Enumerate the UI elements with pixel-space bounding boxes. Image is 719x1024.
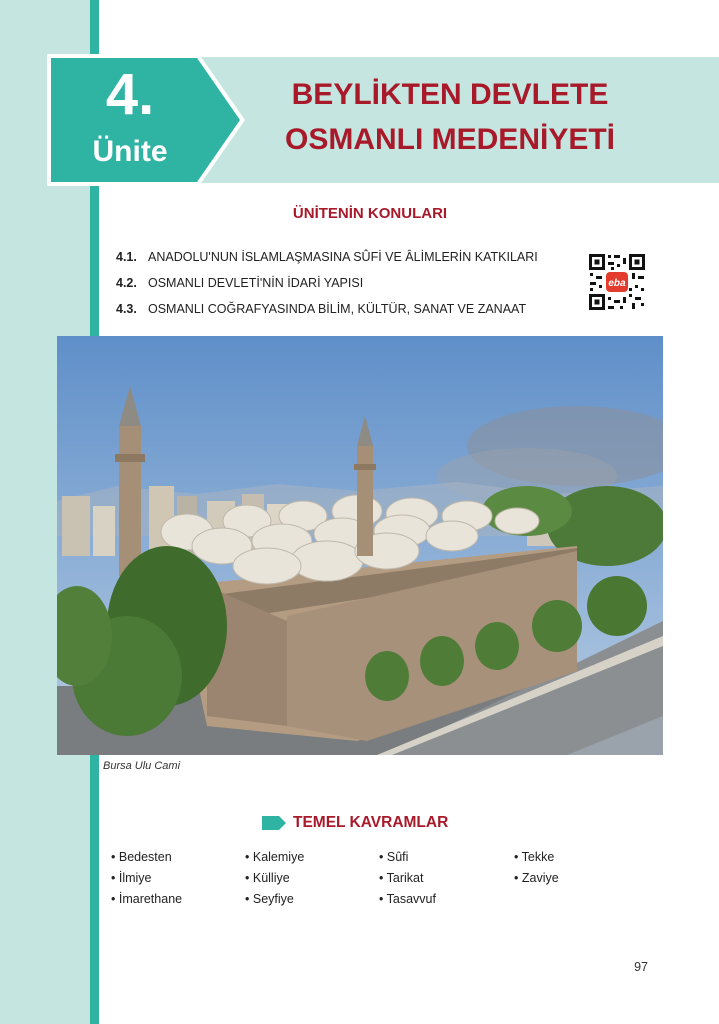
- concept-item: • Sûfi: [379, 850, 409, 864]
- concept-item: • İlmiye: [111, 871, 152, 885]
- topic-item: [116, 302, 526, 316]
- concept-text: Seyfiye: [252, 892, 294, 906]
- mosque-photo: [57, 336, 663, 755]
- concepts-heading-text: TEMEL KAVRAMLAR: [293, 814, 449, 831]
- concept-text: Bedesten: [118, 850, 172, 864]
- topic-text: ANADOLU'NUN İSLAMLAŞMASINA SÛFİ VE ÂLİMLERİN KATKILARI: [148, 250, 538, 264]
- concept-item: • Külliye: [245, 871, 290, 885]
- concept-text: Tekke: [521, 850, 555, 864]
- unit-title-line-1: BEYLİKTEN DEVLETE: [291, 78, 609, 111]
- arrow-tag-icon: [262, 816, 286, 830]
- concept-text: Kalemiye: [252, 850, 305, 864]
- concept-item: • Zaviye: [514, 871, 559, 885]
- concept-text: Tarikat: [386, 871, 424, 885]
- qr-logo-text: eba: [608, 278, 626, 289]
- concept-item: • Tarikat: [379, 871, 424, 885]
- photo-caption: Bursa Ulu Cami: [103, 760, 181, 772]
- topic-number: 4.1.: [116, 250, 137, 264]
- topic-item: [116, 276, 363, 290]
- concept-item: • Tekke: [514, 850, 555, 864]
- concept-item: • Seyfiye: [245, 892, 294, 906]
- unit-label: Ünite: [92, 135, 168, 168]
- concept-item: • Bedesten: [111, 850, 172, 864]
- unit-number: 4.: [105, 62, 155, 127]
- topic-number: 4.2.: [116, 276, 137, 290]
- concept-text: Zaviye: [521, 871, 559, 885]
- topics-heading: ÜNİTENİN KONULARI: [292, 205, 448, 222]
- concept-text: Sûfi: [386, 850, 409, 864]
- concept-item: • Tasavvuf: [379, 892, 436, 906]
- unit-title-line-2: OSMANLI MEDENİYETİ: [284, 123, 615, 156]
- qr-code[interactable]: [587, 252, 647, 312]
- page-number: 97: [634, 960, 648, 974]
- topic-text: OSMANLI COĞRAFYASINDA BİLİM, KÜLTÜR, SANAT VE ZANAAT: [148, 302, 527, 316]
- concept-item: • Kalemiye: [245, 850, 305, 864]
- unit-badge: [47, 54, 250, 186]
- concept-text: İmarethane: [118, 892, 183, 906]
- concept-text: Tasavvuf: [386, 892, 436, 906]
- topic-item: [116, 250, 538, 264]
- topic-number: 4.3.: [116, 302, 137, 316]
- concept-item: • İmarethane: [111, 892, 183, 906]
- concept-text: Külliye: [252, 871, 290, 885]
- concept-text: İlmiye: [118, 871, 152, 885]
- topic-text: OSMANLI DEVLETİ'NİN İDARİ YAPISI: [148, 276, 364, 290]
